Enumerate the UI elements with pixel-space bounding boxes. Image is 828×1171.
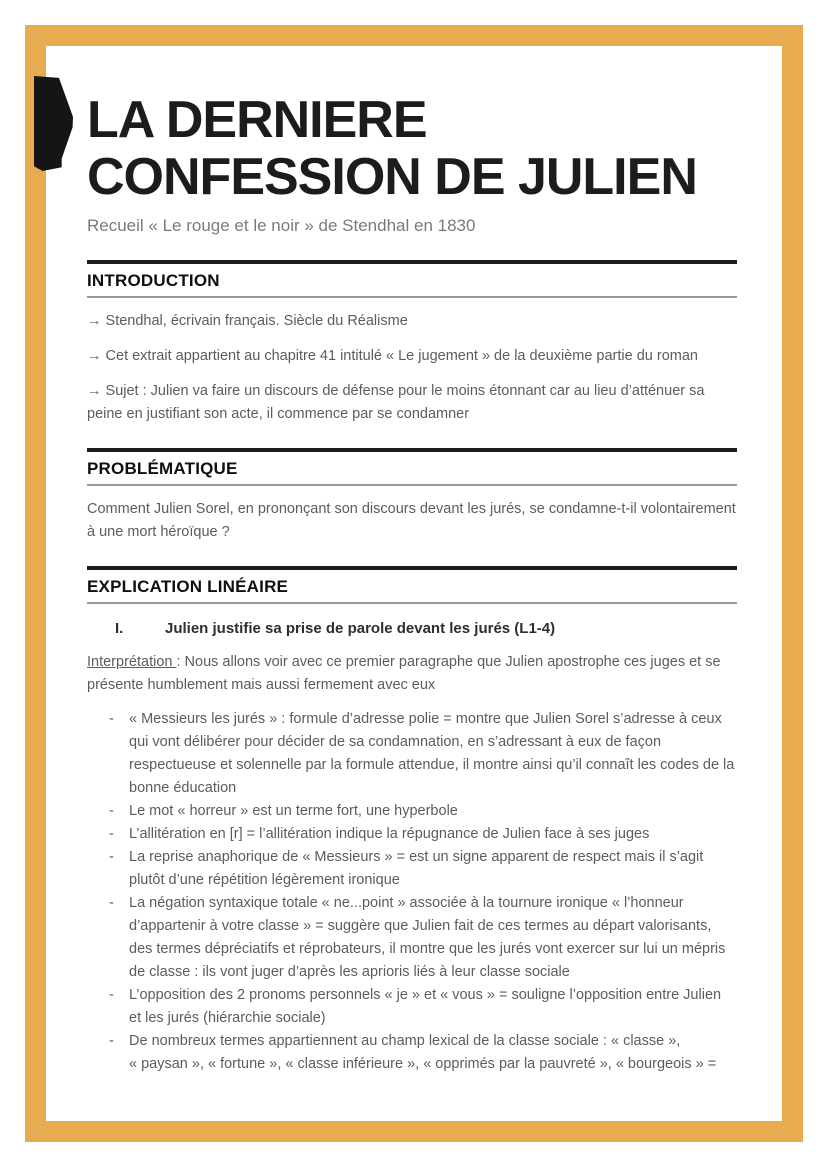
section-heading-introduction: INTRODUCTION	[87, 264, 737, 298]
intro-paragraph-2: → Cet extrait appartient au chapitre 41 intitulé « Le jugement » de la deuxième partie du roman	[87, 348, 698, 364]
bullet-dash-icon: -	[109, 849, 114, 865]
section-heading-problematique: PROBLÉMATIQUE	[87, 452, 737, 486]
bullet-text-3: L’allitération en [r] = l’allitération indique la répugnance de Julien face à ses juges	[129, 826, 650, 842]
bullet-dash-icon: -	[109, 711, 114, 727]
bullet-text-1: « Messieurs les jurés » : formule d’adresse polie = montre que Julien Sorel s’adresse à ceux qui vont délibérer pour décider de sa condamnation, en s’adressant à eux de façon respectueuse et solennelle par la formule attendue, il montre ainsi qu’il connaît les codes de la bonne éducation	[129, 711, 735, 796]
bullet-dash-icon: -	[109, 1033, 114, 1049]
bullet-dash-icon: -	[109, 826, 114, 842]
list-item	[87, 984, 737, 1030]
bullet-text-2: Le mot « horreur » est un terme fort, une hyperbole	[129, 803, 458, 819]
bullet-dash-icon: -	[109, 803, 114, 819]
page-content	[46, 46, 782, 1094]
bullet-text-6: L’opposition des 2 pronoms personnels « je » et « vous » = souligne l’opposition entre Julien et les jurés (hiérarchie sociale)	[129, 987, 722, 1026]
intro-paragraph-1: → Stendhal, écrivain français. Siècle du Réalisme	[87, 313, 408, 329]
interpretation-paragraph	[87, 651, 737, 697]
section-explication-lineaire	[87, 566, 737, 1094]
part-heading	[115, 617, 737, 640]
bullet-dash-icon: -	[109, 895, 114, 911]
part-title: Julien justifie sa prise de parole devant les jurés (L1-4)	[165, 620, 556, 637]
gold-frame	[25, 25, 803, 1142]
list-item	[87, 708, 737, 800]
part-numeral: I.	[115, 620, 124, 637]
section-heading-explication: EXPLICATION LINÉAIRE	[87, 570, 737, 604]
page-subtitle: Recueil « Le rouge et le noir » de Stendhal en 1830	[87, 216, 476, 235]
bullet-list	[87, 708, 737, 1094]
bullet-dash-icon: -	[109, 987, 114, 1003]
page-title	[87, 92, 737, 206]
interpretation-label: Interprétation	[87, 654, 177, 670]
list-item	[87, 892, 737, 984]
intro-paragraph-3: → Sujet : Julien va faire un discours de défense pour le moins étonnant car au lieu d’atténuer sa peine en justifiant son acte, il commence par se condamner	[87, 383, 705, 422]
list-item	[87, 823, 737, 846]
section-problematique	[87, 448, 737, 544]
bullet-text-5: La négation syntaxique totale « ne...point » associée à la tournure ironique « l’honneur d’appartenir à votre classe » = suggère que Julien fait de ces termes au départ valorisants, des termes dépréciatifs et réprobateurs, il montre que les jurés vont exercer sur lui un mépris de classe : ils vont juger d’après les aprioris liés à leur classe sociale	[129, 895, 726, 980]
bullet-text-4: La reprise anaphorique de « Messieurs » = est un signe apparent de respect mais il s’agit plutôt d’une répétition légèrement ironique	[129, 849, 704, 888]
page-title-line1: LA DERNIERE	[87, 91, 427, 149]
section-introduction	[87, 260, 737, 426]
list-item	[87, 800, 737, 823]
page-title-line2: CONFESSION DE JULIEN	[87, 148, 697, 206]
problematique-paragraph: Comment Julien Sorel, en prononçant son discours devant les jurés, se condamne-t-il volontairement à une mort héroïque ?	[87, 501, 736, 540]
list-item	[87, 846, 737, 892]
interpretation-text: : Nous allons voir avec ce premier paragraphe que Julien apostrophe ces juges et se présente humblement mais aussi fermement avec eux	[87, 654, 721, 693]
list-item	[87, 1030, 737, 1076]
bullet-text-7: De nombreux termes appartiennent au champ lexical de la classe sociale : « classe », « paysan », « fortune », « classe inférieure », « opprimés par la pauvreté », « bourgeois » =	[129, 1033, 717, 1072]
